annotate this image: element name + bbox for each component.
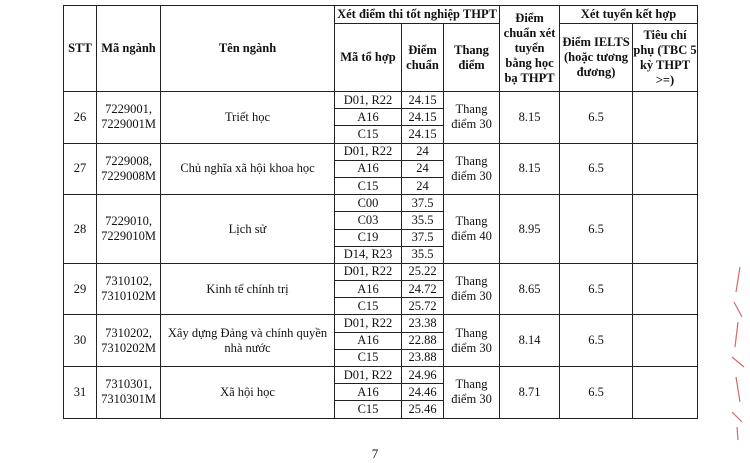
row-code: 7310102, 7310102M	[97, 263, 161, 315]
header-name: Tên ngành	[161, 6, 335, 92]
row-stt: 30	[64, 315, 97, 367]
row-code: 7310301, 7310301M	[97, 367, 161, 419]
row-combo: D14, R23	[335, 246, 402, 263]
row-cutoff: 37.5	[402, 195, 444, 212]
row-stt: 31	[64, 367, 97, 419]
table-row	[64, 315, 698, 332]
row-scale: Thang điểm 30	[444, 143, 500, 195]
header-criteria: Tiêu chí phụ (TBC 5 kỳ THPT >=)	[633, 24, 698, 92]
row-code: 7310202, 7310202M	[97, 315, 161, 367]
row-criteria	[633, 143, 698, 195]
row-scale: Thang điểm 30	[444, 315, 500, 367]
row-code: 7229008, 7229008M	[97, 143, 161, 195]
row-stt: 29	[64, 263, 97, 315]
row-name: Chủ nghĩa xã hội khoa học	[161, 143, 335, 195]
row-stt: 27	[64, 143, 97, 195]
row-ielts: 6.5	[560, 367, 633, 419]
header-ielts: Điểm IELTS (hoặc tương đương)	[560, 24, 633, 92]
header-combined-group: Xét tuyển kết hợp	[560, 6, 698, 24]
table-row	[64, 143, 698, 160]
row-cutoff: 35.5	[402, 212, 444, 229]
row-cutoff: 37.5	[402, 229, 444, 246]
row-cutoff: 23.88	[402, 349, 444, 366]
row-stt: 28	[64, 195, 97, 264]
row-code: 7229010, 7229010M	[97, 195, 161, 264]
table-row	[64, 195, 698, 212]
row-combo: A16	[335, 281, 402, 298]
row-code: 7229001, 7229001M	[97, 92, 161, 144]
row-criteria	[633, 315, 698, 367]
row-name: Kinh tế chính trị	[161, 263, 335, 315]
row-cutoff: 22.88	[402, 332, 444, 349]
row-scale: Thang điểm 30	[444, 263, 500, 315]
row-combo: C00	[335, 195, 402, 212]
row-combo: A16	[335, 332, 402, 349]
row-cutoff: 24.15	[402, 109, 444, 126]
header-cutoff: Điểm chuẩn	[402, 24, 444, 92]
row-combo: A16	[335, 109, 402, 126]
row-name: Xây dựng Đảng và chính quyền nhà nước	[161, 315, 335, 367]
admission-table	[63, 5, 698, 419]
table-row	[64, 92, 698, 109]
row-ielts: 6.5	[560, 315, 633, 367]
row-combo: D01, R22	[335, 263, 402, 280]
row-ielts: 6.5	[560, 195, 633, 264]
page-number: 7	[371, 446, 379, 461]
row-name: Triết học	[161, 92, 335, 144]
row-transcript: 8.14	[500, 315, 560, 367]
header-stt: STT	[64, 6, 97, 92]
row-cutoff: 24.72	[402, 281, 444, 298]
row-criteria	[633, 367, 698, 419]
row-scale: Thang điểm 30	[444, 92, 500, 144]
row-cutoff: 24.46	[402, 384, 444, 401]
row-cutoff: 23.38	[402, 315, 444, 332]
row-combo: C15	[335, 177, 402, 194]
row-cutoff: 24	[402, 177, 444, 194]
row-ielts: 6.5	[560, 263, 633, 315]
row-combo: D01, R22	[335, 315, 402, 332]
row-combo: C15	[335, 401, 402, 418]
row-cutoff: 24.96	[402, 367, 444, 384]
row-scale: Thang điểm 40	[444, 195, 500, 264]
row-cutoff: 24.15	[402, 92, 444, 109]
row-transcript: 8.95	[500, 195, 560, 264]
header-exam-group: Xét điểm thi tốt nghiệp THPT	[335, 6, 500, 24]
header-combo: Mã tổ hợp	[335, 24, 402, 92]
row-criteria	[633, 263, 698, 315]
row-combo: C15	[335, 298, 402, 315]
row-cutoff: 24.15	[402, 126, 444, 143]
row-criteria	[633, 92, 698, 144]
row-combo: D01, R22	[335, 143, 402, 160]
row-transcript: 8.15	[500, 143, 560, 195]
row-transcript: 8.71	[500, 367, 560, 419]
row-combo: C15	[335, 349, 402, 366]
row-cutoff: 25.46	[402, 401, 444, 418]
row-ielts: 6.5	[560, 92, 633, 144]
row-combo: C19	[335, 229, 402, 246]
row-ielts: 6.5	[560, 143, 633, 195]
row-cutoff: 24	[402, 160, 444, 177]
row-stt: 26	[64, 92, 97, 144]
row-combo: A16	[335, 160, 402, 177]
row-combo: D01, R22	[335, 367, 402, 384]
header-scale: Thang điểm	[444, 24, 500, 92]
row-cutoff: 25.72	[402, 298, 444, 315]
table-row	[64, 367, 698, 384]
row-name: Lịch sử	[161, 195, 335, 264]
header-transcript: Điểm chuẩn xét tuyển bằng học bạ THPT	[500, 6, 560, 92]
row-transcript: 8.15	[500, 92, 560, 144]
row-name: Xã hội học	[161, 367, 335, 419]
table-row	[64, 263, 698, 280]
row-scale: Thang điểm 30	[444, 367, 500, 419]
row-cutoff: 25.22	[402, 263, 444, 280]
row-cutoff: 24	[402, 143, 444, 160]
header-code: Mã ngành	[97, 6, 161, 92]
row-cutoff: 35.5	[402, 246, 444, 263]
row-transcript: 8.65	[500, 263, 560, 315]
row-combo: C15	[335, 126, 402, 143]
handwritten-margin-mark	[726, 262, 748, 442]
row-criteria	[633, 195, 698, 264]
row-combo: C03	[335, 212, 402, 229]
row-combo: D01, R22	[335, 92, 402, 109]
row-combo: A16	[335, 384, 402, 401]
